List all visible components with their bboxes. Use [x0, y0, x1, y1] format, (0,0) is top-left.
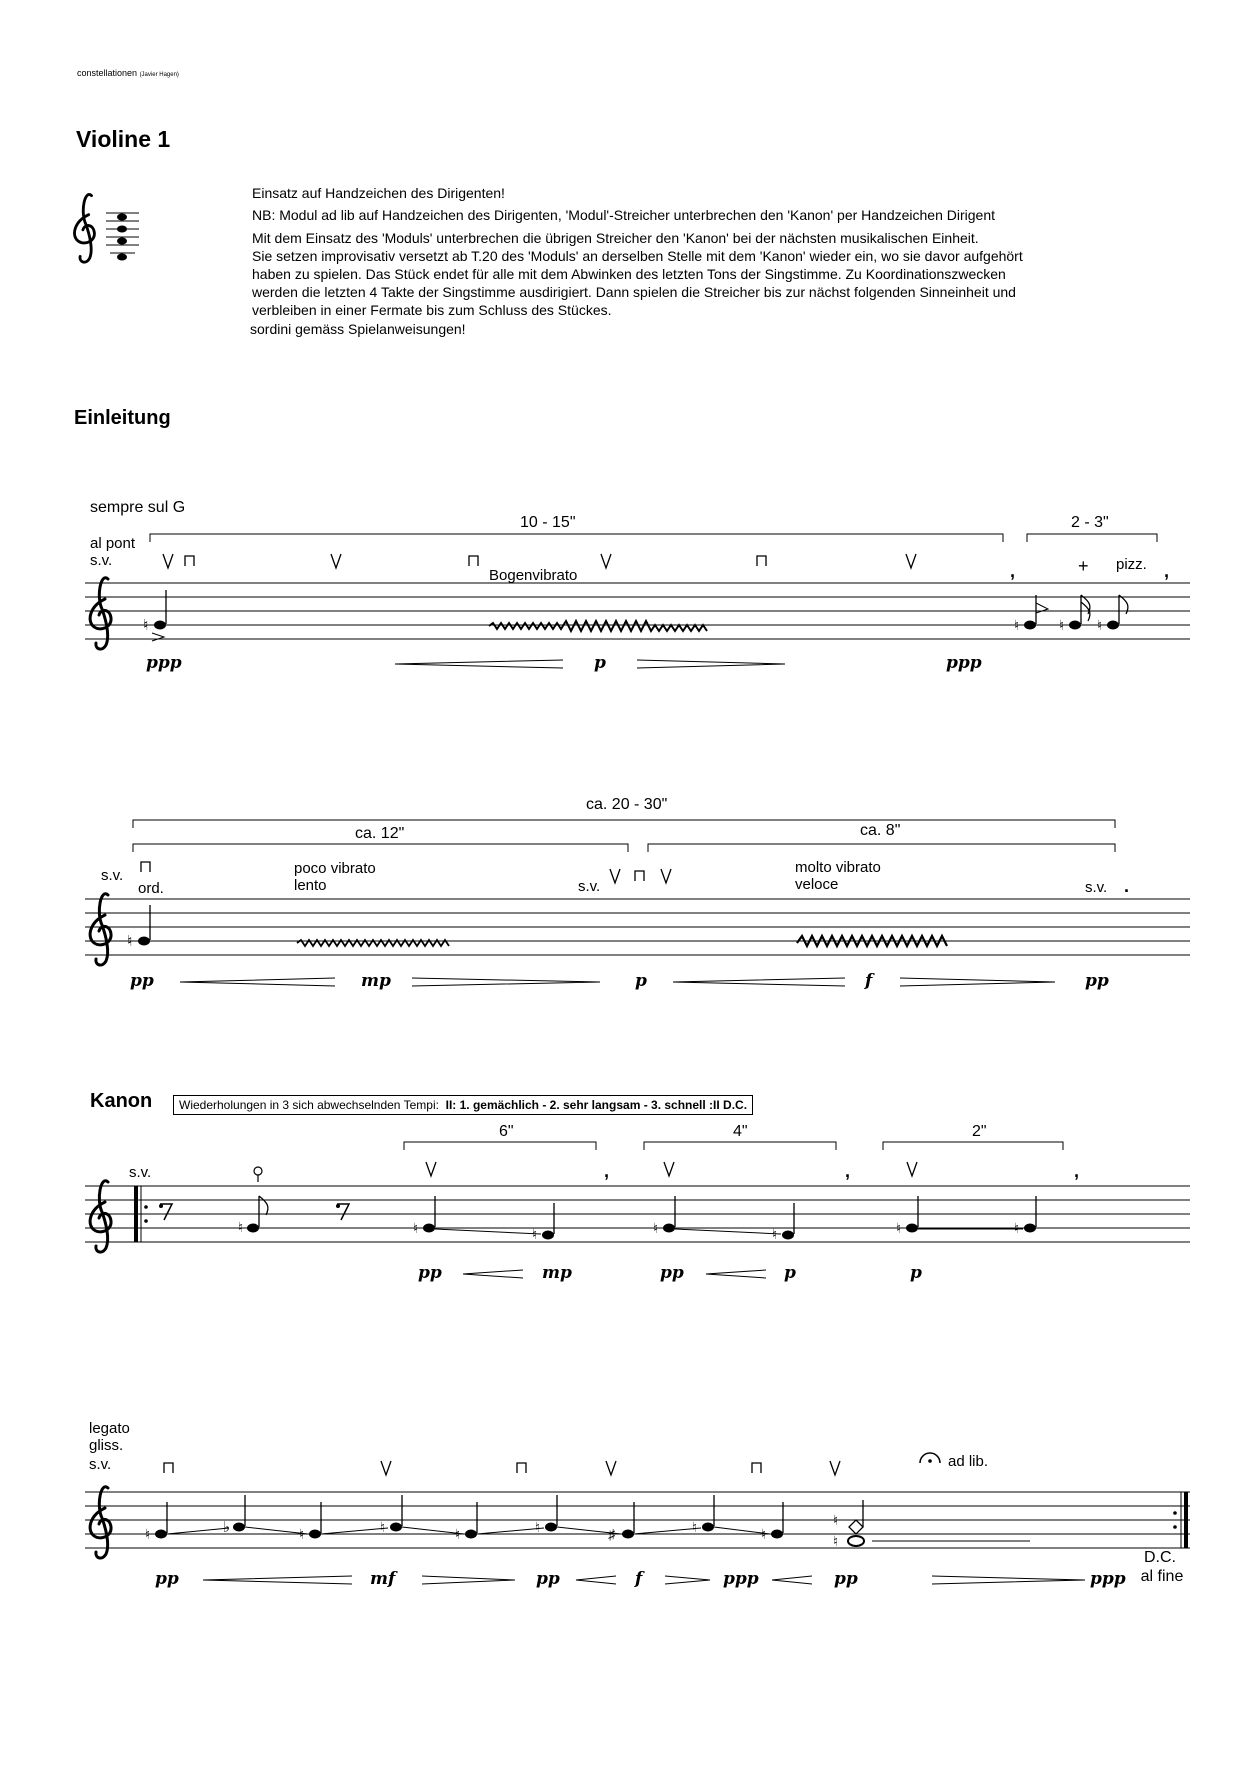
dyn-pp-4: pp	[660, 1263, 684, 1283]
svg-text:♮: ♮	[532, 1226, 538, 1242]
dyn-ppp-2: ppp	[946, 653, 982, 673]
bowing-marks-3	[426, 1162, 917, 1176]
al-pont-label: al pont	[90, 535, 136, 552]
note-d-long	[143, 590, 995, 641]
instruction-line-7: verbleiben in einer Fermate bis zum Schluss des Stückes.	[252, 302, 612, 318]
bowing-marks-1	[163, 554, 916, 568]
kanon-box-prefix: Wiederholungen in 3 sich abwechselnden Tempi:	[179, 1098, 439, 1112]
pizz-label: pizz.	[1116, 556, 1147, 573]
svg-text:♮: ♮	[535, 1519, 541, 1535]
dyn-mf-1: mf	[370, 1569, 396, 1589]
instruction-line-5: haben zu spielen. Das Stück endet für alle mit dem Abwinken des letzten Tons der Singstimme. Zu Koordinationszwecken	[252, 266, 1006, 282]
decrescendo-hairpin-1	[637, 660, 785, 668]
section-title-kanon: Kanon	[90, 1090, 153, 1112]
svg-text:♮: ♮	[1014, 1220, 1020, 1236]
instruction-line-8: sordini gemäss Spielanweisungen!	[250, 321, 466, 337]
gliss-label: gliss.	[89, 1437, 124, 1454]
sv-label-1: s.v.	[90, 552, 113, 569]
veloce-label: veloce	[795, 876, 839, 893]
svg-text:♮: ♮	[413, 1220, 419, 1236]
section-title-einleitung: Einleitung	[74, 407, 171, 429]
dyn-p-2: p	[635, 971, 647, 991]
dyn-pp-2: pp	[1085, 971, 1109, 991]
dyn-mp-1: mp	[361, 971, 391, 991]
svg-text:,: ,	[604, 1161, 610, 1181]
range-clef-icon	[74, 194, 139, 262]
svg-text:♯: ♯	[608, 1526, 615, 1542]
svg-text:♮: ♮	[299, 1526, 305, 1542]
svg-text:,: ,	[1164, 561, 1170, 581]
svg-text:.: .	[1124, 876, 1130, 896]
sempre-label: sempre sul G	[90, 499, 186, 516]
instruction-line-1: Einsatz auf Handzeichen des Dirigenten!	[252, 185, 505, 201]
note-d-eighth	[238, 1167, 268, 1235]
dyn-p-4: p	[910, 1263, 922, 1283]
svg-text:,: ,	[1074, 1161, 1080, 1181]
svg-text:♮: ♮	[833, 1533, 839, 1549]
staff-system-2	[85, 796, 1190, 991]
svg-text:♮: ♮	[761, 1526, 767, 1542]
svg-text:♮: ♮	[896, 1220, 902, 1236]
svg-text:♮: ♮	[1059, 617, 1065, 633]
dyn-ppp-3: ppp	[723, 1569, 759, 1589]
dyn-pp-1: pp	[130, 971, 154, 991]
dyn-f-2: f	[635, 1569, 643, 1589]
part-title: Violine 1	[76, 126, 171, 152]
header-author: (Javier Hagen)	[139, 72, 179, 78]
duration-10-15: 10 - 15"	[520, 514, 576, 531]
instruction-line-2: NB: Modul ad lib auf Handzeichen des Dirigenten, 'Modul'-Streicher unterbrechen den 'Kanon' per Handzeichen Dirigent	[252, 207, 996, 223]
svg-text:♮: ♮	[653, 1220, 659, 1236]
svg-text:♮: ♮	[692, 1519, 698, 1535]
svg-text:♮: ♮	[143, 617, 149, 634]
notes-ending-1	[1014, 595, 1128, 633]
dyn-p-1: p	[594, 653, 606, 673]
bogenvibrato-label: Bogenvibrato	[489, 567, 578, 584]
glissando-notes	[145, 1495, 1030, 1549]
duration-2-3: 2 - 3"	[1071, 514, 1109, 531]
dyn-pp-7: pp	[834, 1569, 858, 1589]
sv-label-5: s.v.	[129, 1164, 152, 1181]
svg-text:,: ,	[1010, 561, 1016, 581]
dyn-p-3: p	[784, 1263, 796, 1283]
duration-6: 6"	[499, 1123, 514, 1140]
svg-text:♮: ♮	[1097, 617, 1103, 633]
svg-text:♮: ♮	[127, 933, 133, 950]
svg-text:,: ,	[845, 1161, 851, 1181]
crescendo-hairpin-1	[395, 660, 563, 668]
dc-label: D.C.	[1144, 1549, 1176, 1566]
lento-label: lento	[294, 877, 327, 894]
svg-text:♮: ♮	[145, 1526, 151, 1542]
instruction-line-3: Mit dem Einsatz des 'Moduls' unterbrechen die übrigen Streicher den 'Kanon' bei der nächsten musikalischen Einheit.	[252, 230, 979, 246]
sv-label-6: s.v.	[89, 1456, 112, 1473]
sv-label-3: s.v.	[578, 878, 601, 895]
duration-4: 4"	[733, 1123, 748, 1140]
header-title: constellationen	[77, 68, 138, 78]
instruction-line-6: werden die letzten 4 Takte der Singstimme ausdirigiert. Dann spielen die Streicher bis zur nächst folgenden Sinneinheit und	[252, 284, 1016, 300]
duration-2: 2"	[972, 1123, 987, 1140]
svg-text:♮: ♮	[238, 1219, 244, 1235]
duration-ca-20-30: ca. 20 - 30"	[586, 796, 668, 813]
ord-label: ord.	[138, 880, 164, 897]
kanon-notes	[413, 1196, 1036, 1242]
kanon-box-bold: II: 1. gemächlich - 2. sehr langsam - 3. schnell :II D.C.	[445, 1098, 748, 1112]
svg-text:♮: ♮	[455, 1526, 461, 1542]
dyn-mp-2: mp	[542, 1263, 572, 1283]
svg-text:♮: ♮	[833, 1512, 839, 1528]
duration-ca-8: ca. 8"	[860, 822, 901, 839]
molto-vibrato-label: molto vibrato	[795, 859, 881, 876]
plus-label: +	[1078, 556, 1089, 576]
legato-label: legato	[89, 1420, 130, 1437]
al-fine-label: al fine	[1140, 1568, 1184, 1585]
duration-ca-12: ca. 12"	[355, 825, 405, 842]
sv-label-2: s.v.	[101, 867, 124, 884]
bowing-marks-4	[164, 1461, 840, 1475]
dyn-ppp-4: ppp	[1090, 1569, 1126, 1589]
dyn-f-1: f	[865, 971, 873, 991]
svg-text:♮: ♮	[772, 1226, 778, 1242]
fermata-icon	[920, 1453, 940, 1463]
svg-text:♭: ♭	[223, 1519, 231, 1536]
svg-text:♮: ♮	[1014, 617, 1020, 633]
instruction-line-4: Sie setzen improvisativ versetzt ab T.20 des 'Moduls' an derselben Stelle mit dem 'Kanon' wieder ein, wo sie davor aufgehört	[252, 248, 1023, 264]
dyn-pp-5: pp	[155, 1569, 179, 1589]
dyn-ppp-1: ppp	[146, 653, 182, 673]
svg-text:♮: ♮	[380, 1519, 386, 1535]
ad-lib-label: ad lib.	[948, 1453, 989, 1470]
dyn-pp-6: pp	[536, 1569, 560, 1589]
staff-system-4	[85, 1420, 1190, 1589]
bogenvibrato-wave	[489, 621, 707, 631]
poco-vibrato-label: poco vibrato	[294, 860, 376, 877]
staff-system-1	[85, 499, 1190, 673]
dyn-pp-3: pp	[418, 1263, 442, 1283]
sv-label-4: s.v.	[1085, 879, 1108, 896]
staff-system-3	[85, 1123, 1190, 1283]
